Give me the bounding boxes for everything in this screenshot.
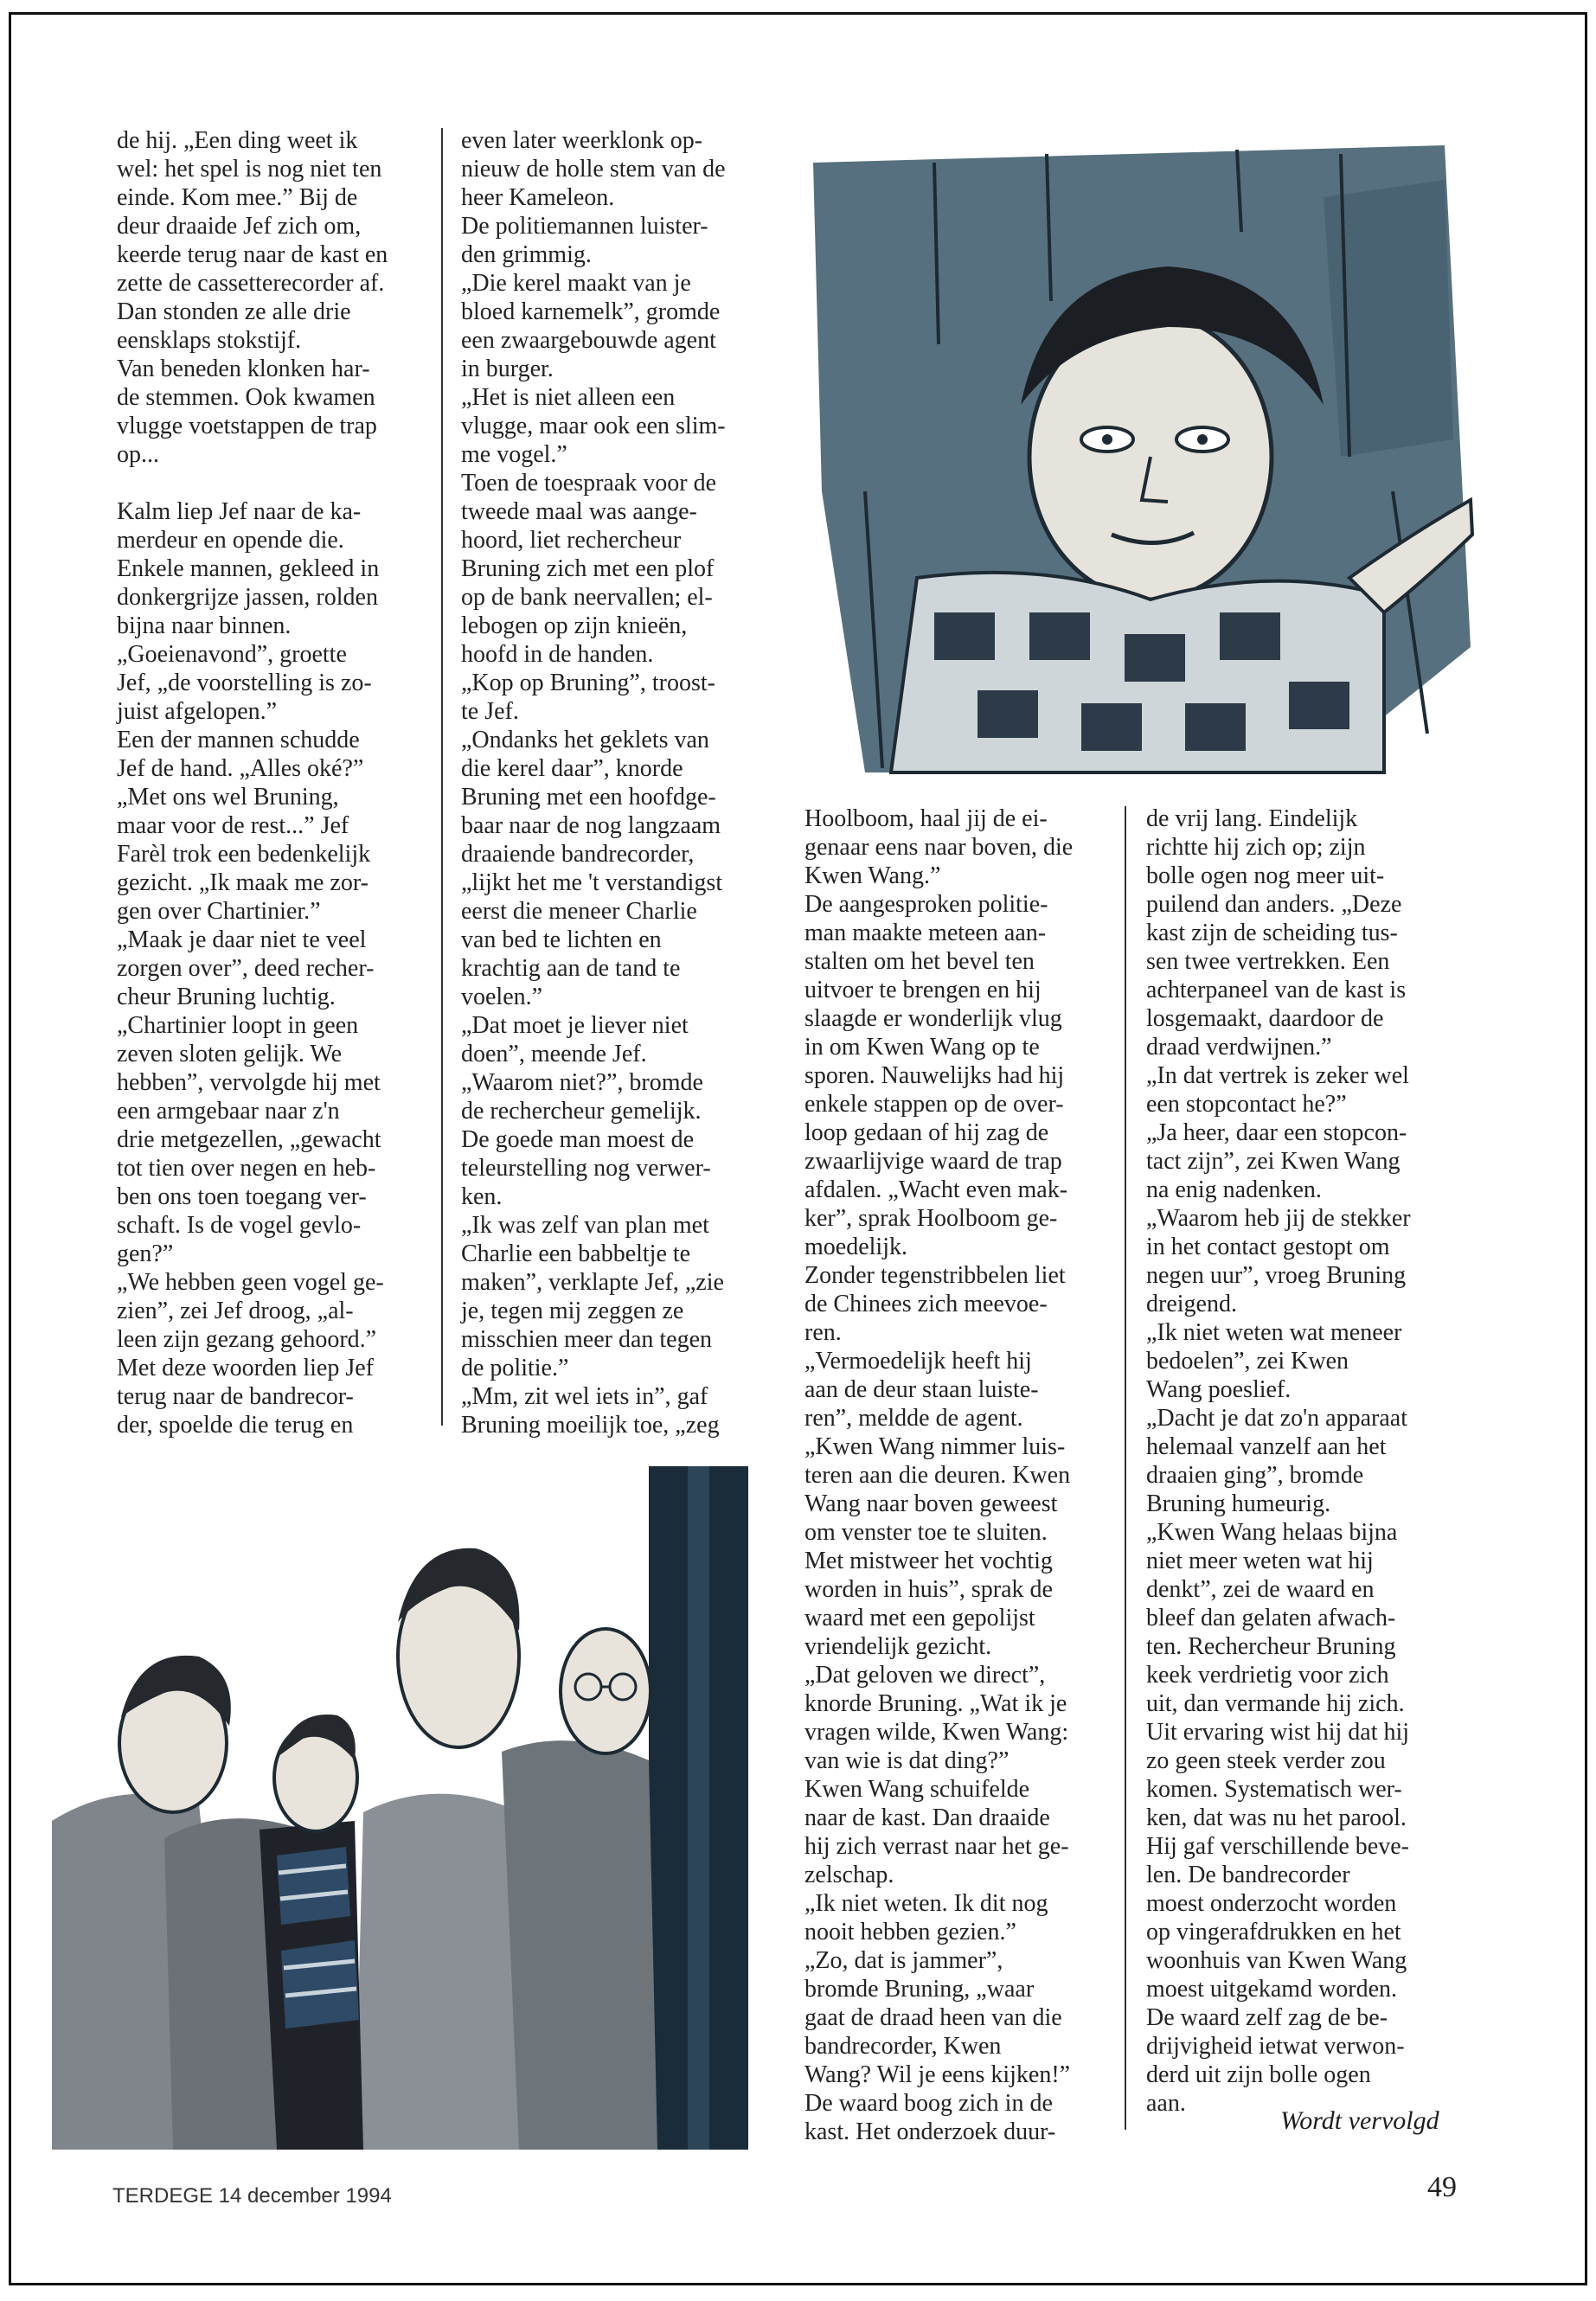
article-column-2: even later weerklonk op- nieuw de holle stem van de heer Kameleon. De politiemannen luister- den grimmig. „Die kerel maakt van je bloed karnemelk”, gromde een zwaargebouwde agent in burger. „Het is niet alleen een vlugge, maar ook een slim- me vogel.” Toen de toespraak voor de tweede maal was aange- hoord, liet rechercheur Bruning zich met een plof op de bank neervallen; el- lebogen op zijn knieën, hoofd in de handen. „Kop op Bruning”, troost- te Jef. „Ondanks het geklets van die kerel daar”, knorde Bruning met een hoofdge- baar naar de nog langzaam draaiende bandrecorder, „lijkt het me 't verstandigst eerst die meneer Charlie van bed te lichten en krachtig aan de tand te voelen.” „Dat moet je liever niet doen”, meende Jef. „Waarom niet?”, bromde de rechercheur gemelijk. De goede man moest de teleurstelling nog verwer- ken. „Ik was zelf van plan met Charlie een babbeltje te maken”, verklapte Jef, „zie je, tegen mij zeggen ze misschien meer dan tegen de politie.” „Mm, zit wel iets in”, gaf Bruning moeilijk toe, „zeg — [461, 127, 726, 1439]
page-number: 49 — [1427, 2171, 1457, 2203]
article-column-3: Hoolboom, haal jij de ei- genaar eens naar boven, die Kwen Wang.” De aangesproken politie- man maakte meteen aan- stalten om het bevel ten uitvoer te brengen en hij slaagde er wonderlijk vlug in om Kwen Wang op te sporen. Nauwelijks had hij enkele stappen op de over- loop gedaan of hij zag de zwaarlijvige waard de trap afdalen. „Wacht even mak- ker”, sprak Hoolboom ge- moedelijk. Zonder tegenstribbelen liet de Chinees zich meevoe- ren. „Vermoedelijk heeft hij aan de deur staan luiste- ren”, meldde de agent. „Kwen Wang nimmer luis- teren aan die deuren. Kwen Wang naar boven geweest om venster toe te sluiten. Met mistweer het vochtig worden in huis”, sprak de waard met een gepolijst vriendelijk gezicht. „Dat geloven we direct”, knorde Bruning. „Wat ik je vragen wilde, Kwen Wang: van wie is dat ding?” Kwen Wang schuifelde naar de kast. Dan draaide hij zich verrast naar het ge- zelschap. „Ik niet weten. Ik dit nog nooit hebben gezien.” „Zo, dat is jammer”, bromde Bruning, „waar gaat de draad heen van die bandrecorder, Kwen Wang? Wil je eens kijken!” De waard boog zich in de kast. Het onderzoek duur- — [804, 805, 1074, 2145]
column-divider — [1125, 806, 1126, 2130]
article-column-1: de hij. „Een ding weet ik wel: het spel is nog niet ten einde. Kom mee.” Bij de deur draaide Jef zich om, keerde terug naar de kast en zette de cassetterecorder af. Dan stonden ze alle drie eensklaps stokstijf. Van beneden klonken har- de stemmen. Ook kwamen vlugge voetstappen de trap op... Kalm liep Jef naar de ka- merdeur en opende die. Enkele mannen, gekleed in donkergrijze jassen, rolden bijna naar binnen. „Goeienavond”, groette Jef, „de voorstelling is zo- juist afgelopen.” Een der mannen schudde Jef de hand. „Alles oké?” „Met ons wel Bruning, maar voor de rest...” Jef Farèl trok een bedenkelijk gezicht. „Ik maak me zor- gen over Chartinier.” „Maak je daar niet te veel zorgen over”, deed recher- cheur Bruning luchtig. „Chartinier loopt in geen zeven sloten gelijk. We hebben”, vervolgde hij met een armgebaar naar z'n drie metgezellen, „gewacht tot tien over negen en heb- ben ons toen toegang ver- schaft. Is de vogel gevlo- gen?” „We hebben geen vogel ge- zien”, zei Jef droog, „al- leen zijn gezang gehoord.” Met deze woorden liep Jef terug naar de bandrecor- der, spoelde die terug en — [117, 127, 388, 1439]
continued-note: Wordt vervolgd — [1280, 2106, 1439, 2135]
illustration-kwen-wang-portrait — [787, 128, 1479, 785]
article-column-4: de vrij lang. Eindelijk richtte hij zich op; zijn bolle ogen nog meer uit- puilend dan anders. „Deze kast zijn de scheiding tus- sen twee vertrekken. Een achterpaneel van de kast is losgemaakt, daardoor de draad verdwijnen.” „In dat vertrek is zeker wel een stopcontact he?” „Ja heer, daar een stopcon- tact zijn”, zei Kwen Wang na enig nadenken. „Waarom heb jij de stekker in het contact gestopt om negen uur”, vroeg Bruning dreigend. „Ik niet weten wat meneer bedoelen”, zei Kwen Wang poeslief. „Dacht je dat zo'n apparaat helemaal vanzelf aan het draaien ging”, bromde Bruning humeurig. „Kwen Wang helaas bijna niet meer weten wat hij denkt”, zei de waard en bleef dan gelaten afwach- ten. Rechercheur Bruning keek verdrietig voor zich uit, dan vermande hij zich. Uit ervaring wist hij dat hij zo geen steek verder zou komen. Systematisch wer- ken, dat was nu het parool. Hij gaf verschillende beve- len. De bandrecorder moest onderzocht worden op vingerafdrukken en het woonhuis van Kwen Wang moest uitgekamd worden. De waard zelf zag de be- drijvigheid ietwat verwon- derd uit zijn bolle ogen aan. — [1146, 805, 1411, 2117]
column-divider — [441, 128, 443, 1426]
publication-footer: TERDEGE 14 december 1994 — [112, 2184, 392, 2208]
illustration-detectives-group — [52, 1466, 796, 2150]
